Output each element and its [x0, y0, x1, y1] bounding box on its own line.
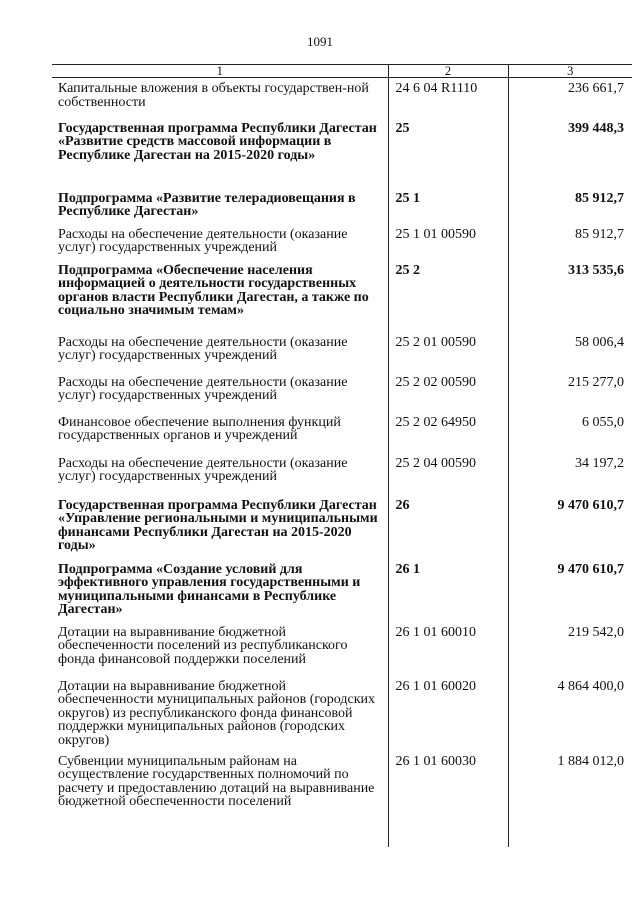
row-name: Субвенции муниципальным районам на осуществление государственных полномочий по расчету и предоставлению дотаций на выравнивание бюджетной обеспеченности поселений: [52, 751, 388, 847]
row-code: 26 1: [388, 559, 508, 622]
row-name: Дотации на выравнивание бюджетной обеспеченности муниципальных районов (городских округов) из республиканского фонда финансовой поддержки муниципальных районов (городских округов): [52, 676, 388, 751]
row-code: 25 2 01 00590: [388, 332, 508, 372]
row-amount: 34 197,2: [575, 455, 624, 471]
column-header-2: 2: [388, 65, 508, 78]
row-code: 25 1 01 00590: [388, 224, 508, 260]
row-name: Государственная программа Республики Дагестан «Управление региональными и муниципальными финансами Республики Дагестан на 2015-2020 годы»: [52, 495, 388, 559]
table-row: [52, 495, 632, 559]
row-amount: 6 055,0: [582, 414, 624, 430]
row-amount: 215 277,0: [568, 374, 624, 390]
row-code: 25 2 04 00590: [388, 453, 508, 495]
row-code: 25 2 02 00590: [388, 372, 508, 412]
table-row: [52, 260, 632, 332]
row-name: Расходы на обеспечение деятельности (оказание услуг) государственных учреждений: [52, 453, 388, 495]
row-amount: 9 470 610,7: [557, 497, 624, 513]
row-name: Расходы на обеспечение деятельности (оказание услуг) государственных учреждений: [52, 372, 388, 412]
row-amount: 85 912,7: [575, 226, 624, 242]
row-name: Подпрограмма «Развитие телерадиовещания в Республике Дагестан»: [52, 188, 388, 224]
row-name: Дотации на выравнивание бюджетной обеспеченности поселений из республиканского фонда финансовой поддержки поселений: [52, 622, 388, 676]
row-amount: 236 661,7: [568, 81, 624, 96]
table-row: [52, 559, 632, 622]
budget-table: [52, 64, 632, 847]
table-row: [52, 332, 632, 372]
column-header-3: 3: [508, 65, 632, 78]
table-row: [52, 453, 632, 495]
row-code: 25 2: [388, 260, 508, 332]
row-code: 26: [388, 495, 508, 559]
row-code: 25: [388, 118, 508, 188]
page-number: 1091: [307, 34, 333, 49]
row-name: Расходы на обеспечение деятельности (оказание услуг) государственных учреждений: [52, 224, 388, 260]
row-amount: 399 448,3: [568, 120, 624, 136]
row-code: 24 6 04 R1110: [388, 78, 508, 118]
row-amount: 219 542,0: [568, 624, 624, 640]
table-row: [52, 751, 632, 847]
table-row: [52, 78, 632, 118]
row-name: Подпрограмма «Создание условий для эффективного управления государственными и муниципальными финансами в Республике Дагестан»: [52, 559, 388, 622]
row-code: 26 1 01 60010: [388, 622, 508, 676]
row-code: 26 1 01 60020: [388, 676, 508, 751]
column-header-1: 1: [52, 65, 388, 78]
table-row: [52, 412, 632, 453]
row-code: 25 1: [388, 188, 508, 224]
row-amount: 58 006,4: [575, 334, 624, 350]
table-row: [52, 118, 632, 188]
row-amount: 313 535,6: [568, 262, 624, 278]
row-name: Подпрограмма «Обеспечение населения информацией о деятельности государственных органов власти Республики Дагестан, а также по социально значимым темам»: [52, 260, 388, 332]
row-name: Капитальные вложения в объекты государствен-ной собственности: [52, 78, 388, 118]
row-name: Финансовое обеспечение выполнения функций государственных органов и учреждений: [52, 412, 388, 453]
table-row: [52, 622, 632, 676]
table-row: [52, 188, 632, 224]
row-name: Государственная программа Республики Дагестан «Развитие средств массовой информации в Республике Дагестан на 2015-2020 годы»: [52, 118, 388, 188]
table-row: [52, 676, 632, 751]
table-header-row: [52, 65, 632, 78]
row-name: Расходы на обеспечение деятельности (оказание услуг) государственных учреждений: [52, 332, 388, 372]
row-amount: 85 912,7: [575, 190, 624, 206]
table-row: [52, 372, 632, 412]
table-row: [52, 224, 632, 260]
row-amount: 1 884 012,0: [557, 753, 624, 769]
row-amount: 9 470 610,7: [557, 561, 624, 577]
row-code: 26 1 01 60030: [388, 751, 508, 847]
row-code: 25 2 02 64950: [388, 412, 508, 453]
row-amount: 4 864 400,0: [557, 678, 624, 694]
